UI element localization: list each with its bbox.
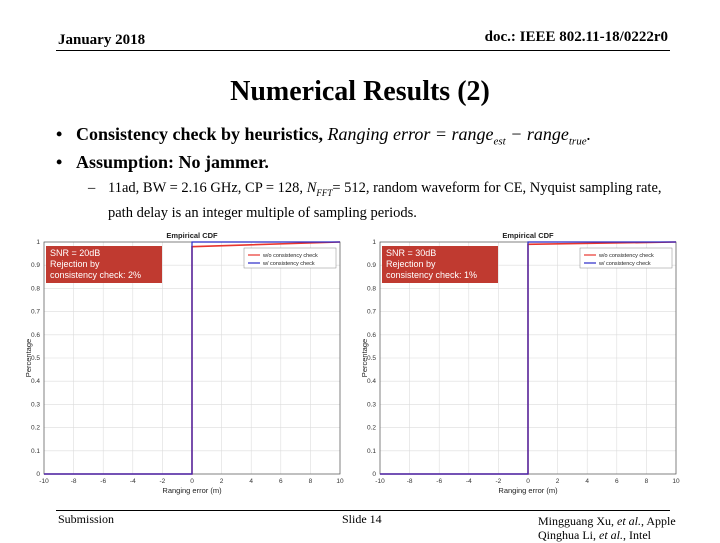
y-tick-label: 0.4 [366, 378, 376, 386]
bullet-2-text: Assumption: No jammer. [76, 152, 269, 172]
x-tick-label: -2 [159, 478, 166, 485]
x-tick-label: 10 [672, 478, 680, 485]
annotation-line: consistency check: 1% [386, 270, 478, 280]
x-tick-label: 0 [190, 478, 194, 485]
x-tick-label: 6 [278, 478, 283, 485]
y-tick-label: 0.7 [366, 308, 376, 316]
header-date: January 2018 [58, 32, 146, 48]
x-tick-label: -2 [495, 478, 502, 485]
y-tick-label: 0.9 [30, 262, 40, 270]
bullet-dot: • [56, 152, 63, 172]
x-tick-label: 4 [585, 478, 590, 485]
legend-entry: w/o consistency check [263, 253, 318, 259]
y-tick-label: 0.3 [366, 401, 376, 409]
legend-entry: w/ consistency check [263, 261, 315, 267]
y-tick-label: 0.5 [30, 355, 40, 362]
footer-author-1: Mingguang Xu, et al., Apple [538, 514, 676, 528]
x-tick-label: -8 [70, 478, 77, 485]
x-tick-label: 8 [308, 478, 313, 485]
y-tick-label: 0.3 [30, 401, 40, 409]
y-tick-label: 0.1 [366, 447, 376, 455]
x-axis-label: Ranging error (m) [498, 486, 558, 495]
y-tick-label: 0 [372, 471, 376, 478]
header-doc-id: doc.: IEEE 802.11-18/0222r0 [484, 29, 668, 45]
y-tick-label: 0.7 [30, 308, 40, 316]
y-axis-label: Percentage [24, 338, 33, 378]
y-tick-label: 0.5 [366, 355, 376, 362]
x-tick-label: -6 [436, 478, 443, 485]
annotation-line: SNR = 30dB [386, 248, 437, 258]
footer-slide-number: Slide 14 [342, 512, 382, 526]
cdf-plot-snr20 [22, 228, 354, 500]
annotation-line: consistency check: 2% [50, 270, 142, 280]
y-tick-label: 0.8 [366, 285, 376, 293]
y-tick-label: 0.6 [366, 331, 376, 339]
y-tick-label: 0.9 [366, 262, 376, 270]
x-tick-label: 10 [336, 478, 344, 485]
x-tick-label: 2 [555, 478, 560, 485]
y-axis-label: Percentage [360, 338, 369, 378]
sub-bullet-text: 11ad, BW = 2.16 GHz, CP = 128, $N_{FFT}= 512$, random waveform for CE, Nyquist sampling rate, path delay is an integer multiple of sampling periods. [108, 180, 662, 221]
x-tick-label: 4 [249, 478, 254, 485]
x-tick-label: -10 [375, 478, 385, 485]
y-tick-label: 0.8 [30, 285, 40, 293]
bullet-1 [56, 124, 591, 148]
legend-entry: w/ consistency check [599, 261, 651, 267]
y-tick-label: 0.1 [30, 447, 40, 455]
x-tick-label: -8 [406, 478, 413, 485]
y-tick-label: 0.6 [30, 331, 40, 339]
x-tick-label: -10 [39, 478, 49, 485]
chart-title: Empirical CDF [166, 231, 218, 240]
y-tick-label: 0.4 [30, 378, 40, 386]
footer-author-2: Qinghua Li, et al., Intel [538, 528, 651, 542]
y-tick-label: 1 [372, 239, 376, 246]
x-tick-label: 8 [644, 478, 649, 485]
footer-rule [56, 510, 670, 511]
x-tick-label: -4 [129, 478, 136, 485]
x-axis-label: Ranging error (m) [162, 486, 222, 495]
y-tick-label: 0 [36, 471, 40, 478]
annotation-line: Rejection by [50, 259, 100, 269]
footer-submission: Submission [58, 512, 115, 526]
x-tick-label: -4 [465, 478, 472, 485]
header-rule [56, 50, 670, 51]
y-tick-label: 1 [36, 239, 40, 246]
y-tick-label: 0.2 [366, 424, 376, 432]
chart-title: Empirical CDF [502, 231, 554, 240]
x-tick-label: 6 [614, 478, 619, 485]
annotation-line: Rejection by [386, 259, 436, 269]
cdf-plot-snr30 [358, 228, 690, 500]
bullet-2 [56, 152, 269, 173]
sub-bullet-dash: – [88, 180, 96, 196]
snr-annotation [46, 246, 162, 283]
legend-entry: w/o consistency check [599, 253, 654, 259]
ranging-error-formula: Ranging error = range$_{est}$ − range$_{true}$. [327, 124, 592, 148]
slide-title: Numerical Results (2) [230, 76, 490, 107]
snr-annotation [382, 246, 498, 283]
bullet-dot: • [56, 124, 63, 144]
x-tick-label: -6 [100, 478, 107, 485]
y-tick-label: 0.2 [30, 424, 40, 432]
bullet-1-text: Consistency check by heuristics, [76, 124, 323, 144]
x-tick-label: 0 [526, 478, 530, 485]
x-tick-label: 2 [219, 478, 224, 485]
sub-bullet [88, 178, 688, 223]
annotation-line: SNR = 20dB [50, 248, 101, 258]
